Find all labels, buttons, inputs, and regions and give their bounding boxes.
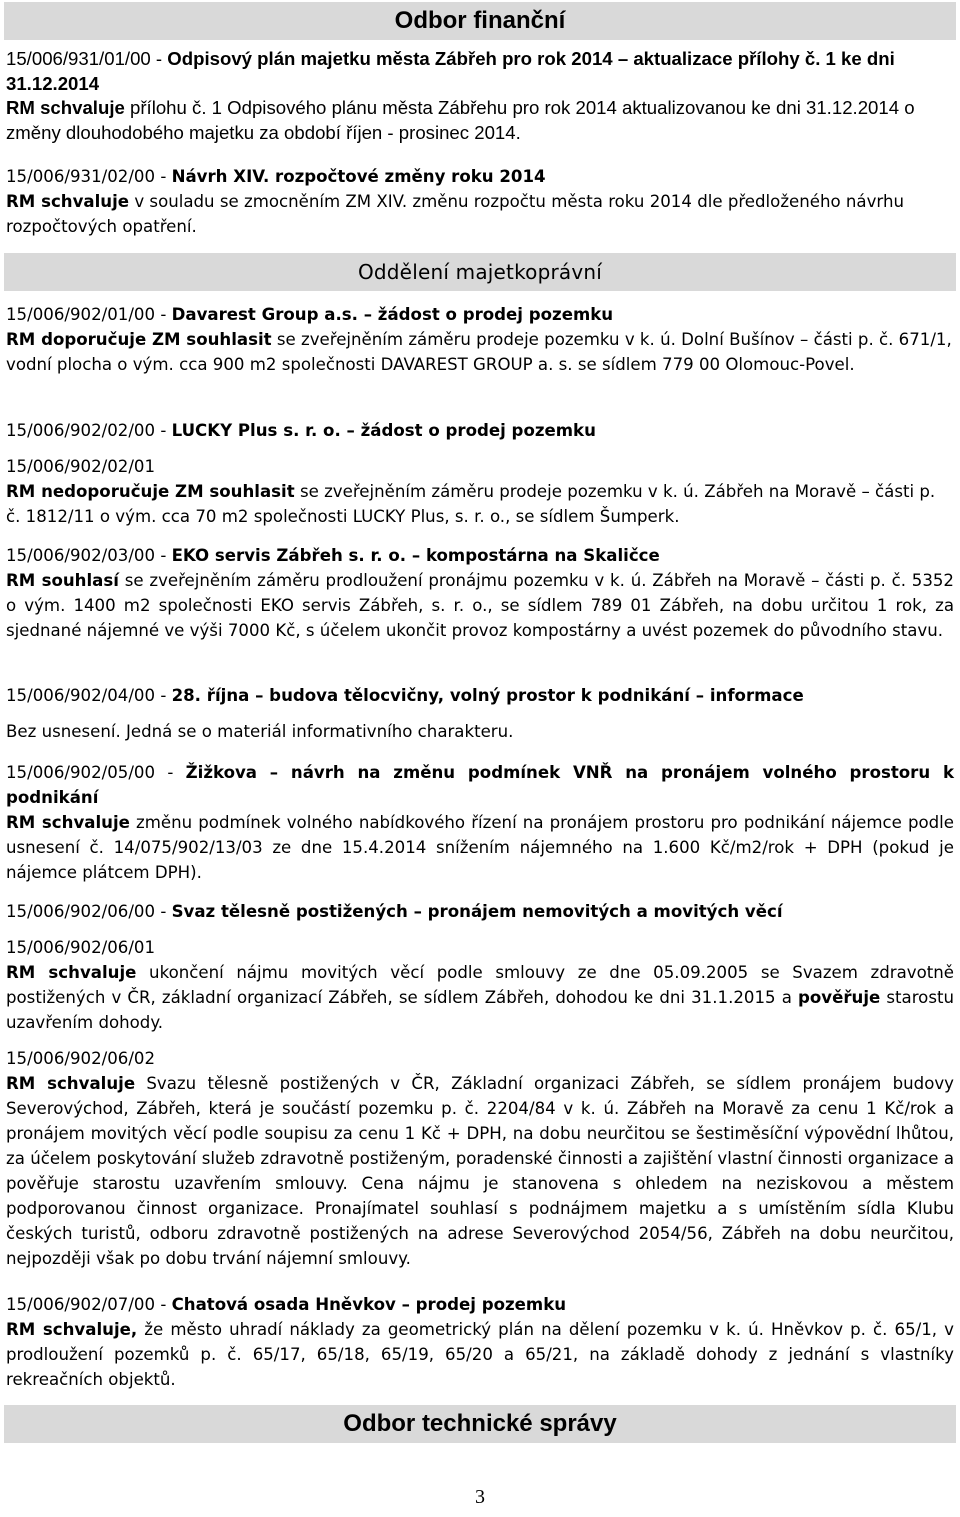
resolution-902-04 [6, 683, 954, 744]
resolution-902-05 [6, 760, 954, 885]
section-header-technicke: Odbor technické správy [4, 1405, 956, 1443]
item-text: ukončení nájmu movitých věcí podle smlouvy ze dne 05.09.2005 se Svazem zdravotně postižených v ČR, základní organizací Zábřeh, se sídlem Zábřeh, dohodou ke dni 31.1.2015 a [6, 963, 954, 1007]
item-title: Svaz tělesně postižených – pronájem nemovitých a movitých věcí [171, 902, 783, 921]
item-code: 15/006/902/04/00 - [6, 686, 172, 705]
item-text: přílohu č. 1 Odpisového plánu města Zábřehu pro rok 2014 aktualizovanou ke dni 31.12.2014 o změny dlouhodobého majetku za období říjen - prosinec 2014. [6, 97, 915, 143]
item-text: Bez usnesení. Jedná se o materiál informativního charakteru. [6, 722, 514, 741]
resolution-902-07 [6, 1292, 954, 1392]
item-title: EKO servis Zábřeh s. r. o. – kompostárna na Skaličce [171, 546, 660, 565]
decision-verb: pověřuje [797, 988, 881, 1007]
item-code: 15/006/931/01/00 - [6, 48, 168, 69]
item-code: 15/006/902/03/00 - [6, 546, 172, 565]
section-header-majetkopravni: Oddělení majetkoprávní [4, 253, 956, 291]
item-code: 15/006/902/02/00 - [6, 421, 172, 440]
item-code: 15/006/902/01/00 - [6, 305, 172, 324]
item-title: Odpisový plán majetku města Zábřeh pro rok 2014 – aktualizace přílohy č. 1 ke dni 31.12.2014 [6, 48, 895, 94]
resolution-902-01 [6, 302, 954, 377]
item-title: 28. října – budova tělocvičny, volný prostor k podnikání – informace [171, 686, 804, 705]
item-text: se zveřejněním záměru prodloužení pronájmu pozemku v k. ú. Zábřeh na Moravě – části p. č. 5352 o vým. 1400 m2 společnosti EKO servis Zábřeh, s. r. o., se sídlem 789 01 Zábřeh, na dobu určitou 1 rok, za sjednané nájemné ve výši 7000 Kč, s účelem ukončit provoz kompostárny a uvést pozemek do původního stavu. [6, 571, 954, 640]
resolution-902-03 [6, 543, 954, 643]
item-title: Chatová osada Hněvkov – prodej pozemku [171, 1295, 567, 1314]
item-code: 15/006/902/05/00 - [6, 763, 186, 782]
item-text: Svazu tělesně postižených v ČR, Základní organizaci Zábřeh, se sídlem pronájem budovy Severovýchod, Zábřeh, která je součástí pozemku p. č. 2204/84 v k. ú. Zábřeh na Moravě za cenu 1 Kč/rok a pronájem movitých věcí podle soupisu za cenu 1 Kč + DPH, na dobu neurčitou se šestiměsíční výpovědní lhůtou, za účelem poskytování služeb zdravotně postiženým, poradenské činnosti a zajištění vlastní činnosti organizace a pověřuje starostu uzavřením smlouvy. Cena nájmu je stanovena s ohledem na neziskovou a městem podporovanou činnost organizace. Pronajímatel souhlasí s podnájmem majetku a s umístěním sídla Klubu českých turistů, odboru zdravotně postižených na adrese Severovýchod 2054/56, Zábřeh na dobu neurčitou, nejpozději však po dobu trvání nájemní smlouvy. [6, 1074, 954, 1268]
item-text: v souladu se zmocněním ZM XIV. změnu rozpočtu města roku 2014 dle předloženého návrhu rozpočtových opatření. [6, 192, 904, 236]
item-title: Žižkova – návrh na změnu podmínek VNŘ na pronájem volného prostoru k podnikání [6, 763, 954, 807]
resolution-931-01 [6, 47, 954, 145]
decision-verb: RM schvaluje [6, 963, 137, 982]
section-header-financni: Odbor finanční [4, 2, 956, 40]
item-title: Návrh XIV. rozpočtové změny roku 2014 [171, 167, 546, 186]
decision-verb: RM schvaluje [6, 192, 130, 211]
item-code: 15/006/902/07/00 - [6, 1295, 172, 1314]
item-code: 15/006/931/02/00 - [6, 167, 172, 186]
item-text: změnu podmínek volného nabídkového řízení na pronájem prostoru pro podnikání nájemce podle usnesení č. 14/075/902/13/03 ze dne 15.4.2014 snížením nájemného na 1.600 Kč/m2/rok + DPH (pokud je nájemce plátcem DPH). [6, 813, 954, 882]
decision-verb: RM nedoporučuje ZM souhlasit [6, 482, 295, 501]
decision-verb: RM souhlasí [6, 571, 119, 590]
sub-code: 15/006/902/06/02 [6, 1049, 156, 1068]
decision-verb: RM schvaluje [6, 1074, 136, 1093]
decision-verb: RM schvaluje, [6, 1320, 138, 1339]
decision-verb: RM schvaluje [6, 813, 130, 832]
resolution-902-02 [6, 418, 954, 529]
resolution-931-02 [6, 164, 954, 239]
item-title: Davarest Group a.s. – žádost o prodej pozemku [171, 305, 614, 324]
item-text: že město uhradí náklady za geometrický plán na dělení pozemku v k. ú. Hněvkov p. č. 65/1, v prodloužení pozemků p. č. 65/17, 65/18, 65/19, 65/20 a 65/21, na základě dohody z jednání s vlastníky rekreačních objektů. [6, 1320, 954, 1389]
item-text: starostu uzavřením dohody. [6, 988, 954, 1032]
resolution-902-06 [6, 899, 954, 1271]
page-number: 3 [475, 1486, 485, 1508]
sub-code: 15/006/902/02/01 [6, 457, 156, 476]
item-text: se zveřejněním záměru prodeje pozemku v k. ú. Zábřeh na Moravě – části p. č. 1812/11 o vým. cca 70 m2 společnosti LUCKY Plus, s. r. o., se sídlem Šumperk. [6, 482, 936, 526]
item-title: LUCKY Plus s. r. o. – žádost o prodej pozemku [171, 421, 596, 440]
decision-verb: RM schvaluje [6, 97, 125, 118]
item-code: 15/006/902/06/00 - [6, 902, 172, 921]
sub-code: 15/006/902/06/01 [6, 938, 156, 957]
decision-verb: RM doporučuje ZM souhlasit [6, 330, 272, 349]
item-text: se zveřejněním záměru prodeje pozemku v k. ú. Dolní Bušínov – části p. č. 671/1, vodní plocha o vým. cca 900 m2 společnosti DAVAREST GROUP a. s. se sídlem 779 00 Olomouc-Povel. [6, 330, 952, 374]
